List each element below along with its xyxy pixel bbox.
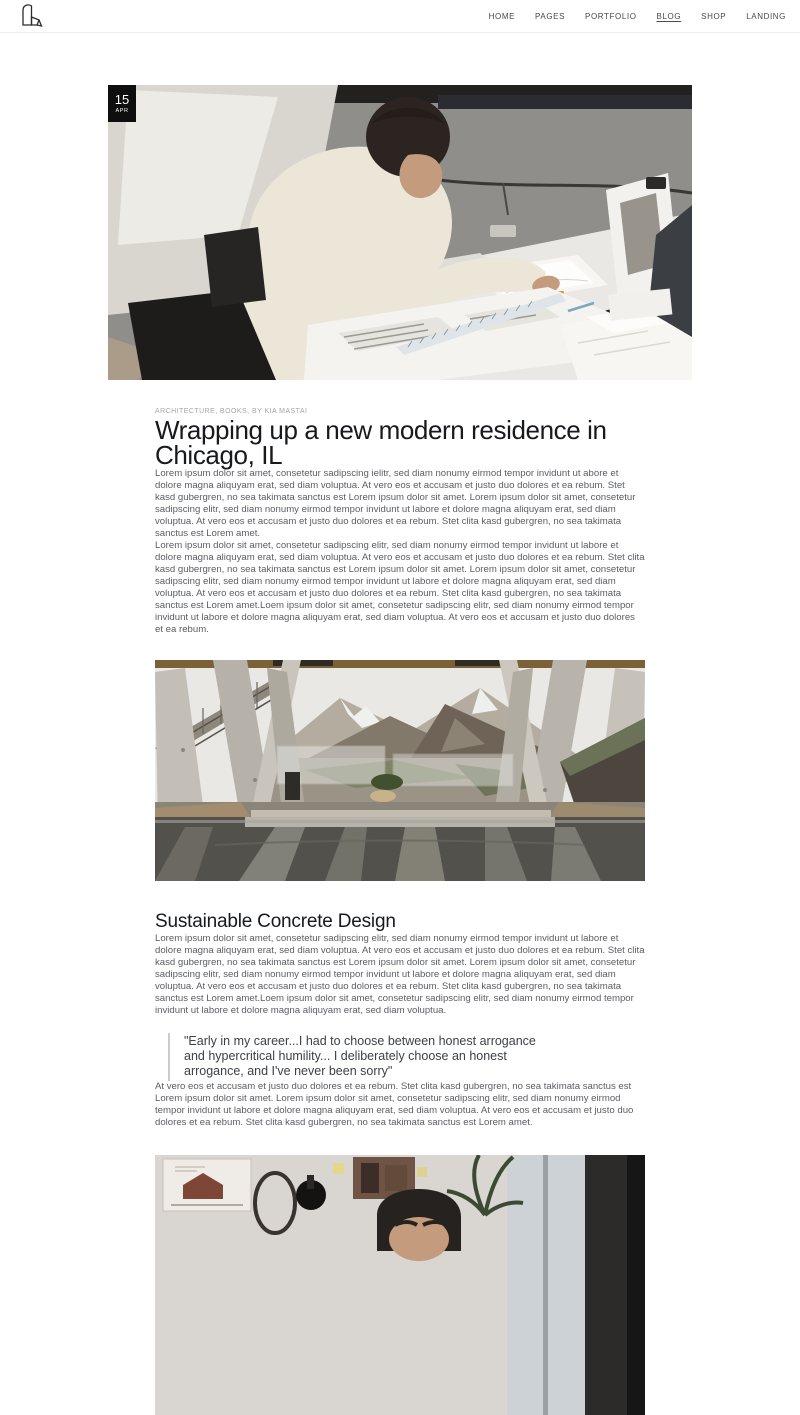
- nav-item-portfolio[interactable]: PORTFOLIO: [585, 11, 637, 21]
- nav-item-shop[interactable]: SHOP: [701, 11, 727, 21]
- post-paragraph-4: At vero eos et accusam et justo duo dolores et ea rebum. Stet clita kasd gubergren, no sea takimata sanctus est Lorem ipsum dolor sit amet. Lorem ipsum dolor sit amet, consetetur sadipscing elitr, sed diam nonumy eirmod tempor invidunt ut labore et dolore magna aliquyam erat, sed diam voluptua. At vero eos et accusam et justo duo dolores et ea rebum. Stet clita kasd gubergren, no sea takimata sanctus est Lorem amet.: [155, 1081, 634, 1128]
- nav-item-blog[interactable]: BLOG: [656, 11, 682, 21]
- section-heading: Sustainable Concrete Design: [155, 911, 396, 932]
- post-paragraph-1: Lorem ipsum dolor sit amet, consetetur sadipscing ielitr, sed diam nonumy eirmod tempor invidunt ut abore et dolore magna aliquyam erat, sed diam voluptua. At vero eos et accusam et justo duo dolores et ea rebum. Stet kasd gubergren, no sea takimata sanctus est Lorem ipsum dolor sit amet. Lorem ipsum dolor sit amet, consetetur sadipscing elitr, sed diam nonumy eirmod tempor invidunt ut labore et dolore magna aliquyam erat, sed diam voluptua. At vero eos et accusam et justo duo dolores et ea rebum. Stet clita kasd gubergren, no sea takimata sanctus est Lorem amet.: [155, 468, 636, 539]
- site-header: [0, 0, 800, 33]
- nav-item-pages[interactable]: PAGES: [535, 11, 566, 21]
- building-logo-icon: [18, 0, 48, 33]
- post-article: [155, 408, 645, 1415]
- main-nav: [489, 12, 786, 21]
- pool-image: [155, 660, 645, 881]
- hero-image: [108, 85, 692, 380]
- post-paragraph-3: Lorem ipsum dolor sit amet, consetetur sadipscing elitr, sed diam nonumy eirmod tempor invidunt ut labore et dolore magna aliquyam erat, sed diam voluptua. At vero eos et accusam et justo duo dolores et ea rebum. Stet clita kasd gubergren, no sea takimata sanctus est Lorem ipsum dolor sit amet. Lorem ipsum dolor sit amet, consetetur sadipscing elitr, sed diam nonumy eirmod tempor invidunt ut labore et dolore magna aliquyam erat, sed diam voluptua. At vero eos et accusam et justo duo dolores et ea rebum. Stet clita kasd gubergren, no sea takimata sanctus est Lorem amet.Loem ipsum dolor sit amet, consetetur sadipscing elitr, sed diam nonumy eirmod tempor invidunt ut labore et dolore magna aliquyam erat, sed diam voluptua.: [155, 933, 645, 1016]
- post-paragraph-2: Lorem ipsum dolor sit amet, consetetur sadipscing elitr, sed diam nonumy eirmod tempor invidunt ut labore et dolore magna aliquyam erat, sed diam voluptua. At vero eos et accusam et justo duo dolores et ea rebum. Stet clita kasd gubergren, no sea takimata sanctus est Lorem ipsum dolor sit amet. Lorem ipsum dolor sit amet, consetetur sadipscing elitr, sed diam nonumy eirmod tempor invidunt ut labore et dolore magna aliquyam erat, sed diam voluptua. At vero eos et accusam et justo duo dolores et ea rebum. Stet clita kasd gubergren, no sea takimata sanctus est Lorem amet.Loem ipsum dolor sit amet, consetetur sadipscing elitr, sed diam nonumy eirmod tempor invidunt ut labore et dolore magna aliquyam erat, sed diam voluptua. At vero eos et accusam et justo duo dolores et ea rebum.: [155, 540, 645, 635]
- hero-image-art: [108, 85, 692, 380]
- studio-image: [155, 1155, 645, 1415]
- studio-image-art: [155, 1155, 645, 1415]
- nav-item-landing[interactable]: LANDING: [746, 11, 786, 21]
- pull-quote: "Early in my career...I had to choose between honest arrogance and hypercritical humility... I deliberately choose an honest arrogance, and I've never been sorry": [168, 1033, 554, 1081]
- logo[interactable]: [18, 0, 48, 33]
- post-meta: ARCHITECTURE, BOOKS, BY KIA MASTAI: [155, 408, 308, 415]
- pool-image-art: [155, 660, 645, 881]
- post-date-month: APR: [115, 108, 129, 114]
- post-date-badge: [108, 85, 136, 122]
- nav-item-home[interactable]: HOME: [488, 11, 516, 21]
- post-date-day: 15: [114, 92, 130, 107]
- post-title: Wrapping up a new modern residence in Chicago, IL: [155, 415, 607, 470]
